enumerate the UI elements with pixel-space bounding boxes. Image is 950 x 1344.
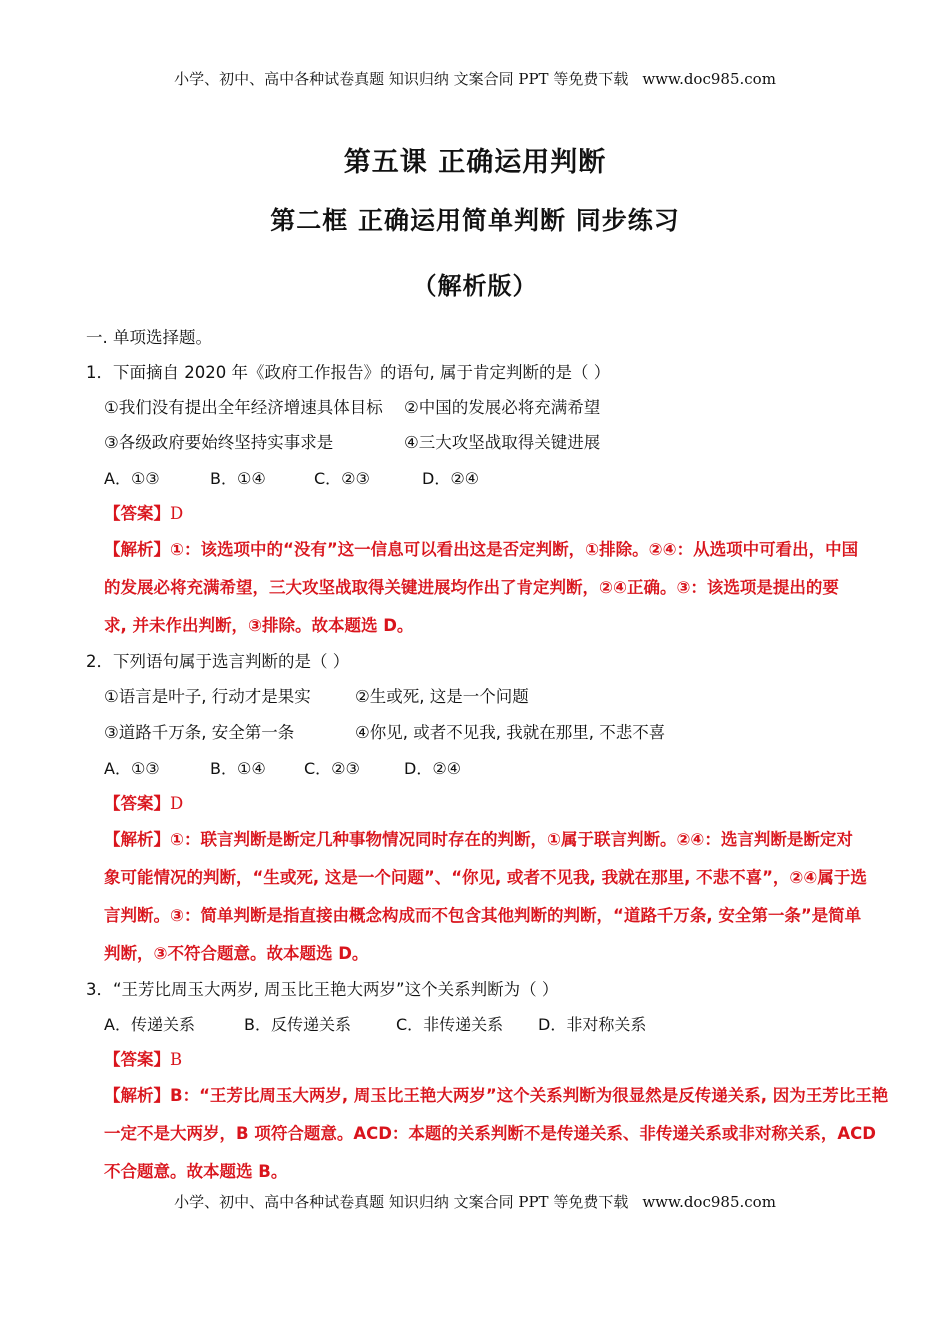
statement: ③道路千万条, 安全第一条	[104, 723, 295, 742]
answer-line	[104, 502, 183, 526]
option-a: A．传递关系	[104, 1015, 195, 1034]
analysis-label: 【解析】	[104, 1086, 170, 1105]
question-stem: 2．下列语句属于选言判断的是（ ）	[86, 652, 350, 671]
header-text: 小学、初中、高中各种试卷真题 知识归纳 文案合同 PPT 等免费下载	[174, 70, 629, 88]
footer-url[interactable]: www.doc985.com	[642, 1193, 776, 1211]
option-a: A．①③	[104, 469, 160, 488]
analysis-line	[104, 538, 858, 562]
question-stem: 3．“王芳比周玉大两岁, 周玉比王艳大两岁”这个关系判断为（ ）	[86, 980, 559, 999]
statement: ④三大攻坚战取得关键进展	[404, 433, 601, 452]
section-heading: 一. 单项选择题。	[86, 328, 212, 347]
analysis-text: 求, 并未作出判断，③排除。故本题选 D。	[104, 616, 414, 635]
statement: ①我们没有提出全年经济增速具体目标	[104, 398, 383, 417]
statement: ④你见, 或者不见我, 我就在那里, 不悲不喜	[355, 723, 666, 742]
section-title: 第二框 正确运用简单判断 同步练习	[270, 206, 680, 235]
answer-value: D	[170, 794, 184, 813]
analysis-line	[104, 828, 853, 852]
statement: ③各级政府要始终坚持实事求是	[104, 433, 334, 452]
option-b: B．①④	[210, 469, 266, 488]
option-d: D．②④	[422, 469, 480, 488]
analysis-text: 不合题意。故本题选 B。	[104, 1162, 288, 1181]
option-b: B．①④	[210, 759, 266, 778]
answer-value: D	[170, 504, 184, 523]
header-url[interactable]: www.doc985.com	[642, 70, 776, 88]
analysis-label: 【解析】	[104, 830, 170, 849]
answer-value: B	[170, 1050, 183, 1069]
answer-label: 【答案】	[104, 504, 170, 523]
footer-text: 小学、初中、高中各种试卷真题 知识归纳 文案合同 PPT 等免费下载	[174, 1193, 629, 1211]
edition-title: （解析版）	[412, 272, 538, 300]
option-c: C．非传递关系	[396, 1015, 504, 1034]
analysis-text: 判断，③不符合题意。故本题选 D。	[104, 944, 369, 963]
page-footer	[0, 1191, 950, 1212]
analysis-text: B：“王芳比周玉大两岁, 周玉比王艳大两岁”这个关系判断为很显然是反传递关系, 因为王芳比王艳	[170, 1086, 889, 1105]
answer-label: 【答案】	[104, 794, 170, 813]
option-d: D．②④	[404, 759, 462, 778]
lesson-title: 第五课 正确运用判断	[343, 147, 607, 178]
statement: ①语言是叶子, 行动才是果实	[104, 687, 311, 706]
statement: ②生或死, 这是一个问题	[355, 687, 529, 706]
option-c: C．②③	[304, 759, 360, 778]
analysis-text: 一定不是大两岁，B 项符合题意。ACD：本题的关系判断不是传递关系、非传递关系或非对称关系，ACD	[104, 1124, 876, 1143]
option-b: B．反传递关系	[244, 1015, 351, 1034]
analysis-label: 【解析】	[104, 540, 170, 559]
answer-line	[104, 792, 183, 816]
option-a: A．①③	[104, 759, 160, 778]
answer-line	[104, 1048, 182, 1072]
analysis-text: 的发展必将充满希望，三大攻坚战取得关键进展均作出了肯定判断，②④正确。③：该选项是提出的要	[104, 578, 839, 597]
question-stem: 1．下面摘自 2020 年《政府工作报告》的语句, 属于肯定判断的是（ ）	[86, 363, 611, 382]
analysis-text: 象可能情况的判断，“生或死, 这是一个问题”、“你见, 或者不见我, 我就在那里, 不悲不喜”，②④属于选	[104, 868, 867, 887]
option-d: D．非对称关系	[538, 1015, 647, 1034]
option-c: C．②③	[314, 469, 370, 488]
analysis-line	[104, 1084, 888, 1108]
analysis-text: ①：该选项中的“没有”这一信息可以看出这是否定判断，①排除。②④：从选项中可看出，中国	[170, 540, 859, 559]
statement: ②中国的发展必将充满希望	[404, 398, 601, 417]
page-header	[0, 68, 950, 89]
answer-label: 【答案】	[104, 1050, 170, 1069]
analysis-text: ①：联言判断是断定几种事物情况同时存在的判断，①属于联言判断。②④：选言判断是断定对	[170, 830, 853, 849]
analysis-text: 言判断。③：简单判断是指直接由概念构成而不包含其他判断的判断，“道路千万条, 安全第一条”是简单	[104, 906, 862, 925]
